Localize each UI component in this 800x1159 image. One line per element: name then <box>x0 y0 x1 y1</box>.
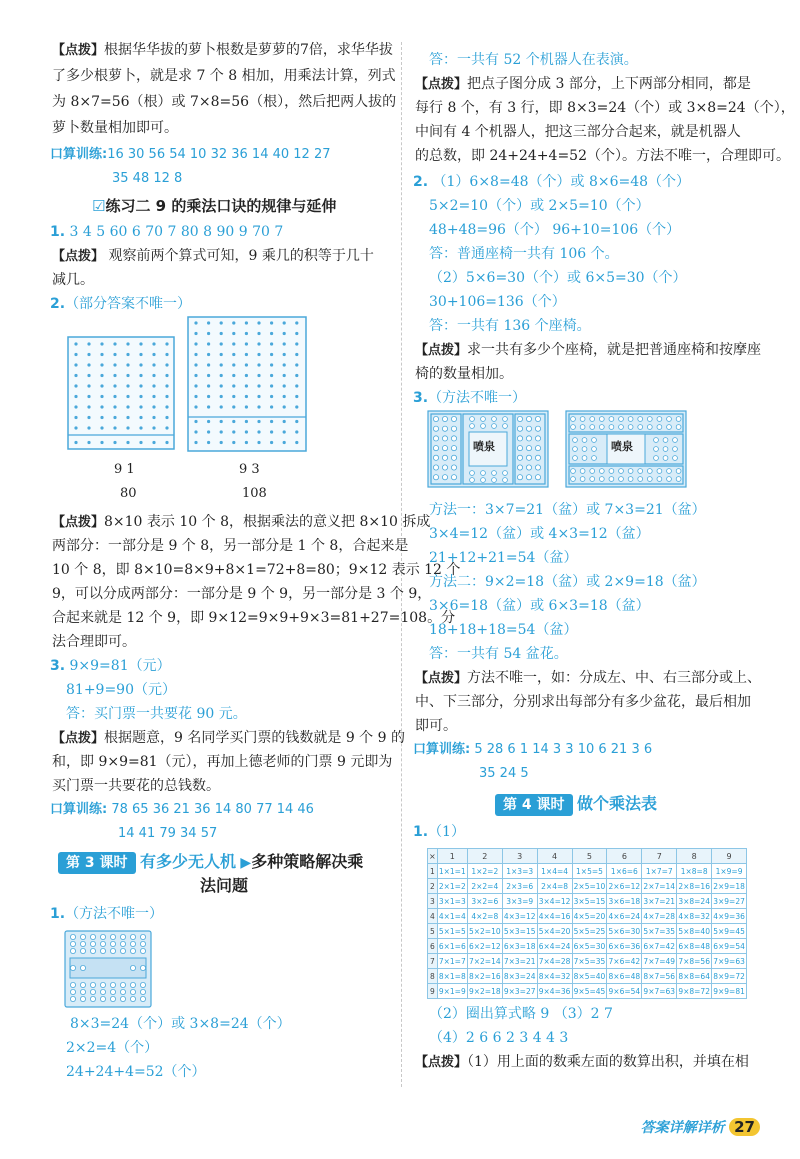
answer-line: 8×3=24（个）或 3×8=24（个） <box>70 1016 291 1032</box>
table-cell: 5×1=5 <box>437 924 467 939</box>
table-header-cell: 9 <box>712 849 747 864</box>
table-cell: 4×6=24 <box>607 909 642 924</box>
answer-line: 24+24+4=52（个） <box>66 1064 206 1080</box>
answer-line: 答：买门票一共要花 90 元。 <box>66 706 247 722</box>
table-cell: 8×1=8 <box>437 969 467 984</box>
table-cell: 7×7=49 <box>642 954 677 969</box>
answer-line: 方法二：9×2=18（盆）或 2×9=18（盆） <box>429 574 706 590</box>
question-2: 2. （1）6×8=48（个）或 8×6=48（个） <box>413 174 691 190</box>
row-header-cell: 3 <box>428 894 438 909</box>
table-cell: 7×8=56 <box>677 954 712 969</box>
table-cell: 9×1=9 <box>437 984 467 999</box>
table-cell: 8×8=64 <box>677 969 712 984</box>
answer-line: 答：一共有 136 个座椅。 <box>429 318 591 334</box>
hint-tag: 【点拨】 <box>52 43 105 58</box>
table-cell: 3×1=3 <box>437 894 467 909</box>
oral-training: 口算训练: 5 28 6 1 14 3 3 10 6 21 3 6 <box>413 742 653 757</box>
table-cell: 6×6=36 <box>607 939 642 954</box>
table-row <box>428 864 747 879</box>
hint-line: 合起来就是 12 个 9，即 9×12=9×9+9×3=81+27=108。分 <box>52 610 456 626</box>
hint-line: 【点拨】方法不唯一，如：分成左、中、右三部分或上、 <box>415 670 762 686</box>
table-cell: 2×8=16 <box>677 879 712 894</box>
table-cell: 4×5=20 <box>572 909 607 924</box>
table-cell: 9×6=54 <box>607 984 642 999</box>
table-header-cell: 6 <box>607 849 642 864</box>
page-number: 27 <box>729 1118 760 1136</box>
table-cell: 2×7=14 <box>642 879 677 894</box>
table-cell: 3×8=24 <box>677 894 712 909</box>
table-cell: 8×5=40 <box>572 969 607 984</box>
question-1: 1.（1） <box>413 824 465 840</box>
table-cell: 9×4=36 <box>537 984 572 999</box>
table-cell: 9×9=81 <box>712 984 747 999</box>
table-cell: 7×3=21 <box>502 954 537 969</box>
hint-line: 为 8×7=56（根）或 7×8=56（根），然后把两人拔的 <box>52 94 397 110</box>
table-cell: 6×1=6 <box>437 939 467 954</box>
table-cell: 5×8=40 <box>677 924 712 939</box>
table-cell: 5×6=30 <box>607 924 642 939</box>
table-cell: 2×3=6 <box>502 879 537 894</box>
table-cell: 6×4=24 <box>537 939 572 954</box>
figure-1-result: 80 <box>120 486 137 501</box>
table-cell: 1×3=3 <box>502 864 537 879</box>
hint-line: 和，即 9×9=81（元），再加上德老师的门票 9 元即为 <box>52 754 393 770</box>
row-header-cell: 6 <box>428 939 438 954</box>
table-row <box>428 939 747 954</box>
table-row <box>428 909 747 924</box>
answer-line: 21+12+21=54（盆） <box>429 550 578 566</box>
answer-line: 30+106=136（个） <box>429 294 566 310</box>
arrow-icon: ▶ <box>240 855 252 871</box>
table-row <box>428 954 747 969</box>
hint-line: 10 个 8，即 8×10=8×9+8×1=72+8=80；9×12 表示 12 个 <box>52 562 461 578</box>
table-row <box>428 924 747 939</box>
table-cell: 2×2=4 <box>467 879 502 894</box>
question-3: 3. 9×9=81（元） <box>50 658 171 674</box>
answer-line: 答：普通座椅一共有 106 个。 <box>429 246 619 262</box>
table-cell: 1×2=2 <box>467 864 502 879</box>
table-header-cell: 2 <box>467 849 502 864</box>
hint-line: 【点拨】把点子图分成 3 部分，上下两部分相同，都是 <box>415 76 751 92</box>
table-cell: 5×3=15 <box>502 924 537 939</box>
table-cell: 7×6=42 <box>607 954 642 969</box>
table-cell: 4×8=32 <box>677 909 712 924</box>
table-cell: 3×9=27 <box>712 894 747 909</box>
table-header-cell: 1 <box>437 849 467 864</box>
hint-line: 【点拨】根据华华拔的萝卜根数是萝萝的7倍，求华华拔 <box>52 42 393 58</box>
dot-array-figure-9x12 <box>187 316 309 454</box>
table-cell: 5×9=45 <box>712 924 747 939</box>
table-cell: 2×9=18 <box>712 879 747 894</box>
oral-training-line2: 14 41 79 34 57 <box>118 826 218 841</box>
hint-line: 法合理即可。 <box>52 634 136 650</box>
table-cell: 1×8=8 <box>677 864 712 879</box>
hint-line: 【点拨】求一共有多少个座椅，就是把普通座椅和按摩座 <box>415 342 762 358</box>
row-header-cell: 1 <box>428 864 438 879</box>
table-row <box>428 984 747 999</box>
table-cell: 7×5=35 <box>572 954 607 969</box>
hint-line: 【点拨】8×10 表示 10 个 8，根据乘法的意义把 8×10 拆成 <box>52 514 431 530</box>
table-cell: 1×9=9 <box>712 864 747 879</box>
table-cell: 5×4=20 <box>537 924 572 939</box>
page-footer <box>641 1117 760 1137</box>
hint-line: 的总数，即 24+24+4=52（个）。方法不唯一，合理即可。 <box>415 148 790 164</box>
table-cell: 4×2=8 <box>467 909 502 924</box>
table-cell: 9×3=27 <box>502 984 537 999</box>
table-header-row <box>428 849 747 864</box>
question-2: 2.（部分答案不唯一） <box>50 296 192 312</box>
table-cell: 2×4=8 <box>537 879 572 894</box>
hint-line: 了多少根萝卜，就是求 7 个 8 相加，用乘法计算，列式 <box>52 68 396 84</box>
answer-line: 5×2=10（个）或 2×5=10（个） <box>429 198 650 214</box>
answer-line: 答：一共有 54 盆花。 <box>429 646 568 662</box>
lesson-4-header: 第 4 课时 做个乘法表 <box>495 794 657 816</box>
table-row <box>428 969 747 984</box>
table-cell: 8×6=48 <box>607 969 642 984</box>
figure-1-label: 9 1 <box>114 462 135 477</box>
fountain-label: 喷泉 <box>611 440 633 453</box>
hint-line: 两部分：一部分是 9 个 8，另一部分是 1 个 8，合起来是 <box>52 538 409 554</box>
table-cell: 2×1=2 <box>437 879 467 894</box>
table-header-cell: 5 <box>572 849 607 864</box>
multiplication-table <box>427 848 747 999</box>
hint-line: 减几。 <box>52 272 94 288</box>
table-cell: 2×6=12 <box>607 879 642 894</box>
table-cell: 6×9=54 <box>712 939 747 954</box>
table-cell: 5×5=25 <box>572 924 607 939</box>
table-header-cell: 3 <box>502 849 537 864</box>
hint-line: 【点拨】 观察前两个算式可知，9 乘几的积等于几十 <box>52 248 374 264</box>
table-cell: 6×5=30 <box>572 939 607 954</box>
figure-2-label: 9 3 <box>239 462 260 477</box>
table-row <box>428 894 747 909</box>
table-cell: 4×4=16 <box>537 909 572 924</box>
lesson-3-header: 第 3 课时 有多少无人机 ▶多种策略解决乘 <box>58 852 363 874</box>
table-cell: 8×2=16 <box>467 969 502 984</box>
table-cell: 4×9=36 <box>712 909 747 924</box>
answer-line: 3×4=12（盆）或 4×3=12（盆） <box>429 526 650 542</box>
table-row <box>428 879 747 894</box>
table-cell: 5×2=10 <box>467 924 502 939</box>
table-cell: 9×8=72 <box>677 984 712 999</box>
table-cell: 8×7=56 <box>642 969 677 984</box>
hint-line: 萝卜数量相加即可。 <box>52 120 178 136</box>
table-cell: 7×2=14 <box>467 954 502 969</box>
hint-line: 中、下三部分，分别求出每部分有多少盆花，最后相加 <box>415 694 751 710</box>
answer-line: 48+48=96（个） 96+10=106（个） <box>429 222 681 238</box>
table-cell: 9×2=18 <box>467 984 502 999</box>
oral-training: 口算训练:16 30 56 54 10 32 36 14 40 12 27 <box>50 147 331 162</box>
table-cell: 6×3=18 <box>502 939 537 954</box>
hint-line: 每行 8 个，有 3 行，即 8×3=24（个）或 3×8=24（个）， <box>415 100 795 116</box>
table-cell: 1×1=1 <box>437 864 467 879</box>
table-cell: 8×9=72 <box>712 969 747 984</box>
hint-line: 【点拨】（1）用上面的数乘左面的数算出积，并填在相 <box>415 1054 749 1070</box>
answer-line: （2）圈出算式略 9 （3）2 7 <box>429 1006 613 1022</box>
question-1: 1. 3 4 5 60 6 70 7 80 8 90 9 70 7 <box>50 224 284 240</box>
dot-array-figure-8x10 <box>67 336 177 452</box>
table-cell: 6×2=12 <box>467 939 502 954</box>
lesson-3-title-cont: 法问题 <box>200 876 249 895</box>
table-cell: 3×5=15 <box>572 894 607 909</box>
table-header-cell: × <box>428 849 438 864</box>
hint-line: 【点拨】根据题意，9 名同学买门票的钱数就是 9 个 9 的 <box>52 730 405 746</box>
table-cell: 1×6=6 <box>607 864 642 879</box>
table-cell: 9×5=45 <box>572 984 607 999</box>
table-cell: 7×1=7 <box>437 954 467 969</box>
answer-line: 18+18+18=54（盆） <box>429 622 578 638</box>
answer-line: 81+9=90（元） <box>66 682 176 698</box>
table-cell: 4×7=28 <box>642 909 677 924</box>
hint-line: 即可。 <box>415 718 457 734</box>
oral-training-line2: 35 24 5 <box>479 766 529 781</box>
table-cell: 2×5=10 <box>572 879 607 894</box>
fountain-label: 喷泉 <box>473 440 495 453</box>
oral-training-line2: 35 48 12 8 <box>112 171 183 186</box>
row-header-cell: 7 <box>428 954 438 969</box>
table-cell: 7×9=63 <box>712 954 747 969</box>
table-cell: 8×3=24 <box>502 969 537 984</box>
exercise-title: ☑练习二 9 的乘法口诀的规律与延伸 <box>92 197 337 215</box>
table-cell: 1×7=7 <box>642 864 677 879</box>
check-icon: ☑ <box>92 197 106 215</box>
answer-line: 方法一：3×7=21（盆）或 7×3=21（盆） <box>429 502 706 518</box>
table-cell: 3×3=9 <box>502 894 537 909</box>
table-cell: 3×4=12 <box>537 894 572 909</box>
hint-line: 9，可以分成两部分：一部分是 9 个 9，另一部分是 3 个 9， <box>52 586 432 602</box>
table-cell: 6×8=48 <box>677 939 712 954</box>
row-header-cell: 4 <box>428 909 438 924</box>
row-header-cell: 2 <box>428 879 438 894</box>
table-cell: 7×4=28 <box>537 954 572 969</box>
table-cell: 3×2=6 <box>467 894 502 909</box>
figure-2-result: 108 <box>242 486 267 501</box>
table-cell: 1×4=4 <box>537 864 572 879</box>
answer-line: （2）5×6=30（个）或 6×5=30（个） <box>429 270 687 286</box>
table-header-cell: 4 <box>537 849 572 864</box>
table-cell: 9×7=63 <box>642 984 677 999</box>
hint-line: 买门票一共要花的总钱数。 <box>52 778 220 794</box>
answer-line: 3×6=18（盆）或 6×3=18（盆） <box>429 598 650 614</box>
row-header-cell: 5 <box>428 924 438 939</box>
table-cell: 3×6=18 <box>607 894 642 909</box>
table-cell: 6×7=42 <box>642 939 677 954</box>
table-header-cell: 8 <box>677 849 712 864</box>
question-1: 1.（方法不唯一） <box>50 906 164 922</box>
table-cell: 4×1=4 <box>437 909 467 924</box>
table-cell: 3×7=21 <box>642 894 677 909</box>
answer-line: （4）2 6 6 2 3 4 4 3 <box>429 1030 569 1046</box>
hint-line: 中间有 4 个机器人，把这三部分合起来，就是机器人 <box>415 124 741 140</box>
table-header-cell: 7 <box>642 849 677 864</box>
table-cell: 5×7=35 <box>642 924 677 939</box>
row-header-cell: 8 <box>428 969 438 984</box>
answer-line: 2×2=4（个） <box>66 1040 159 1056</box>
robot-dot-figure <box>64 930 154 1010</box>
row-header-cell: 9 <box>428 984 438 999</box>
table-cell: 8×4=32 <box>537 969 572 984</box>
brand-label: 答案详解详析 <box>640 1120 725 1136</box>
hint-line: 椅的数量相加。 <box>415 366 513 382</box>
oral-training: 口算训练: 78 65 36 21 36 14 80 77 14 46 <box>50 802 314 817</box>
answer-line: 答：一共有 52 个机器人在表演。 <box>429 52 638 68</box>
table-cell: 4×3=12 <box>502 909 537 924</box>
table-cell: 1×5=5 <box>572 864 607 879</box>
question-3: 3.（方法不唯一） <box>413 390 527 406</box>
